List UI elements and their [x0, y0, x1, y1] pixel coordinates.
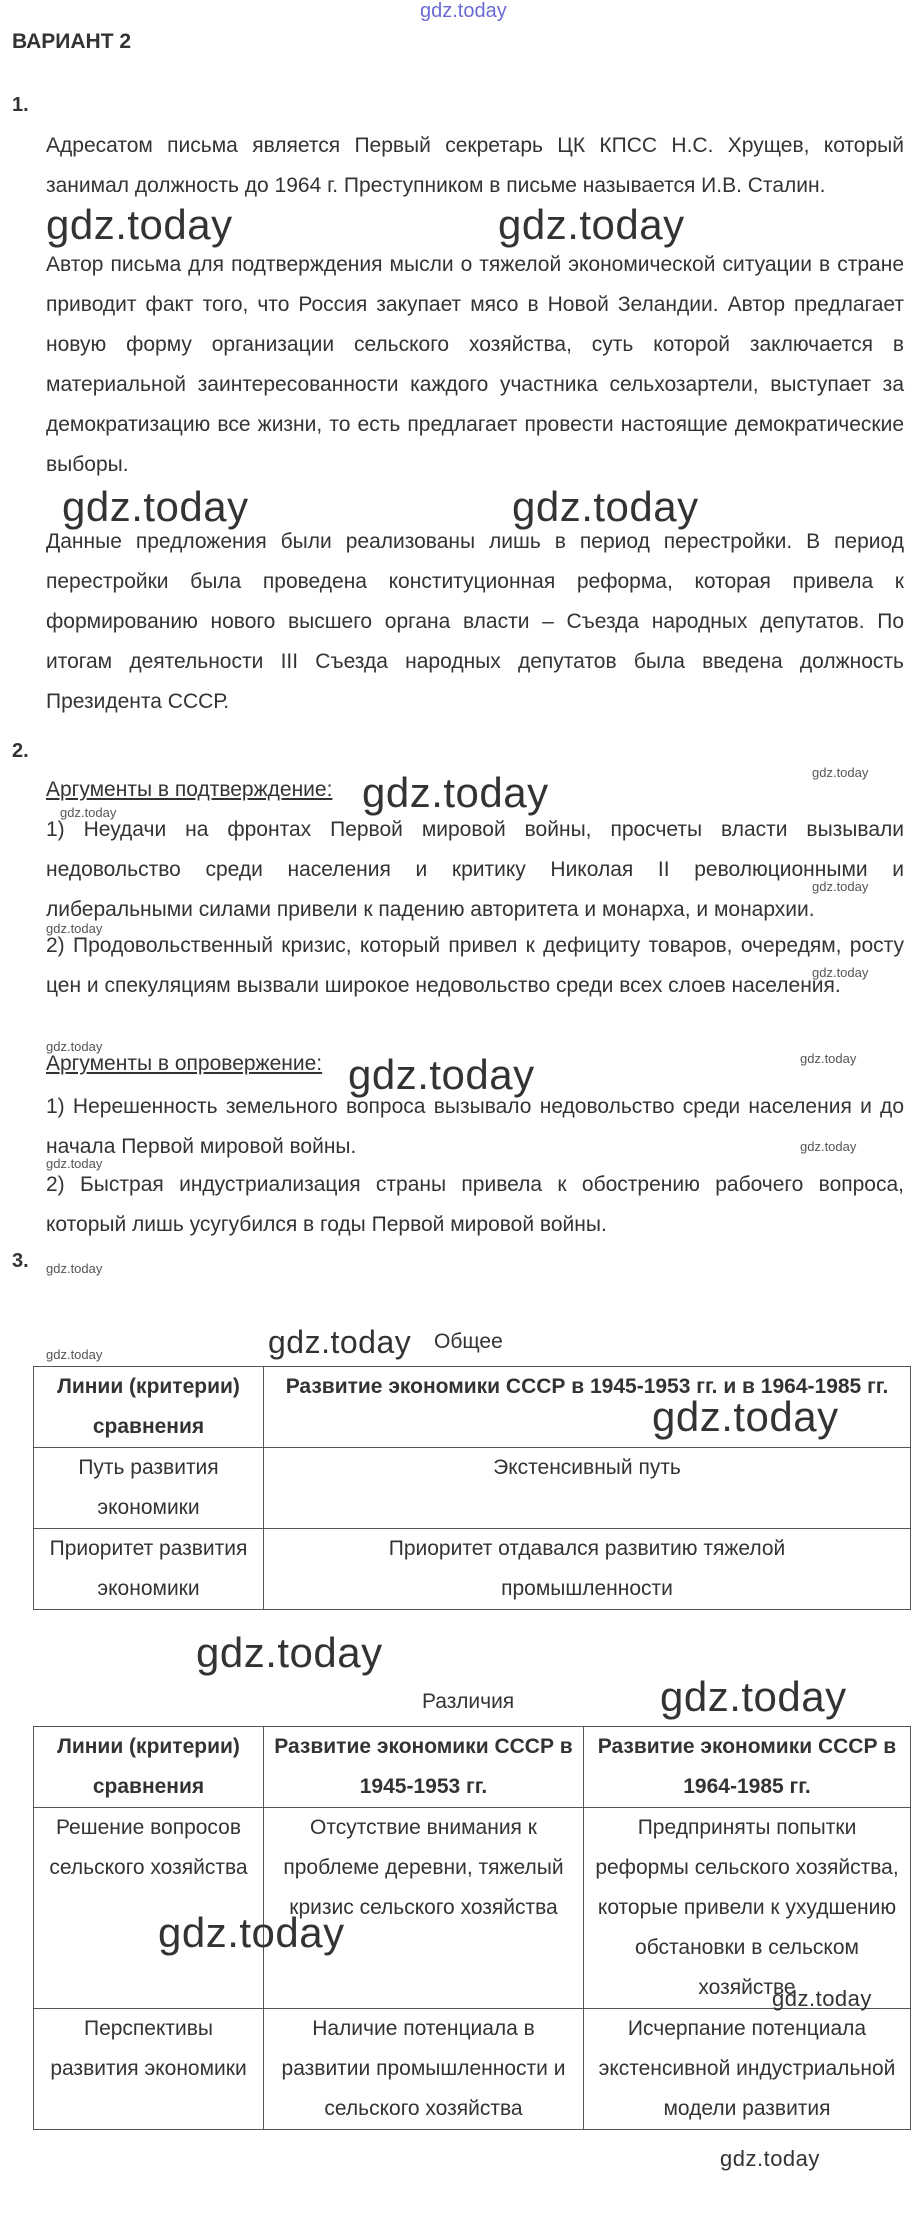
argument-against-2 [46, 1165, 904, 1245]
diff-table-header-row [34, 1727, 911, 1808]
watermark: gdz.today [660, 1673, 847, 1720]
table-cell: Исчерпание потенциала экстенсивной индустриальной модели развития [584, 2009, 911, 2130]
watermark: gdz.today [772, 1986, 872, 2011]
q1-p1-text: Адресатом письма является Первый секретарь ЦК КПСС Н.С. Хрущев, который занимал должность до 1964 г. Преступником в письме называется И.В. Сталин. [46, 134, 904, 197]
table-row [34, 1448, 911, 1529]
table-cell: Наличие потенциала в развитии промышленности и сельского хозяйства [264, 2009, 584, 2130]
watermark-top: gdz.today [420, 0, 507, 22]
question-1-paragraph-2 [46, 245, 904, 485]
watermark-small: gdz.today [46, 1039, 103, 1054]
table-cell: Экстенсивный путь [264, 1448, 911, 1529]
argument-for-2 [46, 926, 904, 1006]
table-cell: Путь развития экономики [34, 1448, 264, 1529]
argument-against-1-text: 1) Нерешенность земельного вопроса вызывало недовольство среди населения и до начала Первой мировой войны. [46, 1095, 904, 1158]
page-title: ВАРИАНТ 2 [12, 30, 132, 53]
watermark: gdz.today [512, 483, 699, 530]
watermark: gdz.today [498, 201, 685, 248]
watermark-small: gdz.today [60, 805, 117, 820]
watermark-small: gdz.today [800, 1139, 857, 1154]
table-cell: Решение вопросов сельского хозяйства [34, 1808, 264, 2009]
watermark: gdz.today [158, 1909, 345, 1956]
watermark-small: gdz.today [46, 921, 103, 936]
diff-header-1945: Развитие экономики СССР в 1945-1953 гг. [264, 1727, 584, 1808]
question-1-paragraph-1 [46, 126, 904, 206]
argument-for-2-text: 2) Продовольственный кризис, который привел к дефициту товаров, очередям, росту цен и спекуляциям вызвали широкое недовольство среди всех слоев населения. [46, 934, 904, 997]
argument-for-1-text: 1) Неудачи на фронтах Первой мировой войны, просчеты власти вызывали недовольство среди населения и критику Николая II революционными и либеральными силами привели к падению авторитета и монарха, и монархии. [46, 818, 904, 921]
arguments-for-heading [46, 778, 332, 802]
q1-p3-text: Данные предложения были реализованы лишь в период перестройки. В период перестройки была проведена конституционная реформа, которая привела к формированию нового высшего органа власти – Съезда народных депутатов. По итогам деятельности III Съезда народных депутатов была введена должность Президента СССР. [46, 530, 904, 713]
watermark: gdz.today [46, 201, 233, 248]
common-header-development: Развитие экономики СССР в 1945-1953 гг. и в 1964-1985 гг. [264, 1367, 911, 1448]
argument-against-2-text: 2) Быстрая индустриализация страны привела к обострению рабочего вопроса, который лишь усугубился в годы Первой мировой войны. [46, 1173, 904, 1236]
argument-against-1 [46, 1087, 904, 1167]
diff-header-1964: Развитие экономики СССР в 1964-1985 гг. [584, 1727, 911, 1808]
watermark: gdz.today [652, 1393, 839, 1440]
question-3-number: 3. [12, 1250, 29, 1272]
watermark-small: gdz.today [812, 879, 869, 894]
watermark-small: gdz.today [812, 765, 869, 780]
table-row [34, 1808, 911, 2009]
watermark: gdz.today [362, 769, 549, 816]
question-1-paragraph-3 [46, 522, 904, 722]
watermark: gdz.today [348, 1051, 535, 1098]
common-header-criteria: Линии (критерии) сравнения [34, 1367, 264, 1448]
table-cell: Приоритет отдавался развитию тяжелой промышленности [264, 1529, 911, 1610]
table-row [34, 2009, 911, 2130]
diff-header-criteria: Линии (критерии) сравнения [34, 1727, 264, 1808]
table-cell: Приоритет развития экономики [34, 1529, 264, 1610]
common-table-caption: Общее [434, 1330, 503, 1353]
watermark: gdz.today [720, 2146, 820, 2171]
table-row [34, 1529, 911, 1610]
table-cell: Перспективы развития экономики [34, 2009, 264, 2130]
watermark-small: gdz.today [800, 1051, 857, 1066]
watermark-small: gdz.today [46, 1156, 103, 1171]
argument-for-1 [46, 810, 904, 930]
watermark-small: gdz.today [46, 1261, 103, 1276]
table-cell: Отсутствие внимания к проблеме деревни, тяжелый кризис сельского хозяйства [264, 1808, 584, 2009]
watermark-small: gdz.today [812, 965, 869, 980]
arguments-against-heading [46, 1052, 322, 1076]
watermark: gdz.today [268, 1324, 412, 1360]
question-2-number: 2. [12, 740, 29, 762]
question-1-number: 1. [12, 94, 29, 116]
watermark-small: gdz.today [46, 1347, 103, 1362]
q1-p2-text: Автор письма для подтверждения мысли о тяжелой экономической ситуации в стране приводит факт того, что Россия закупает мясо в Новой Зеландии. Автор предлагает новую форму организации сельского хозяйства, суть которой заключается в материальной заинтересованности каждого участника сельхозартели, выступает за демократизацию все жизни, то есть предлагает провести настоящие демократические выборы. [46, 253, 904, 476]
table-cell: Предприняты попытки реформы сельского хозяйства, которые привели к ухудшению обстановки в сельском хозяйстве [584, 1808, 911, 2009]
diff-table-caption: Различия [422, 1690, 515, 1713]
arguments-against-heading-text: Аргументы в опровержение: [46, 1052, 323, 1075]
watermark: gdz.today [196, 1629, 383, 1676]
arguments-for-heading-text: Аргументы в подтверждение: [46, 778, 333, 801]
watermark: gdz.today [62, 483, 249, 530]
